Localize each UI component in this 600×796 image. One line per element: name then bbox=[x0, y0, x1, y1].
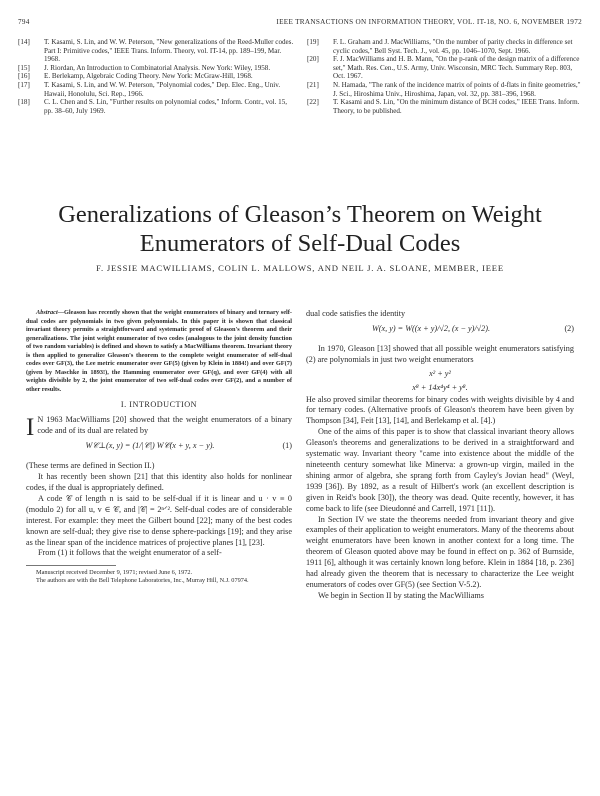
body-paragraph: In 1970, Gleason [13] showed that all possible weight enumerators satisfying (2) are polynomials in just two weight enumerators bbox=[306, 343, 574, 364]
equation-body: W(x, y) = W((x + y)/√2, (x − y)/√2). bbox=[371, 323, 491, 333]
intro-paragraph: I N 1963 MacWilliams [20] showed that the weight enumerators of a binary code and of its dual are related by bbox=[26, 414, 292, 442]
author-line: F. JESSIE MACWILLIAMS, COLIN L. MALLOWS, AND NEIL J. A. SLOANE, MEMBER, IEEE bbox=[96, 263, 504, 273]
abstract-label: Abstract— bbox=[36, 309, 64, 316]
reference-item: [22] T. Kasami and S. Lin, "On the minimum distance of BCH codes," IEEE Trans. Inform. Theory, to be published. bbox=[307, 98, 580, 115]
footnote: Manuscript received December 9, 1971; revised June 6, 1972. bbox=[36, 569, 193, 577]
body-paragraph: In Section IV we state the theorems needed from invariant theory and give examples of their application to weight enumerators. Many of the theorems about weight enumerators have been known in another context for a long time. The theorem of Gleason quoted above may be found in effect on p. 362 of Burnside, 1911 [6], although it was certainly known long before. Klein in 1884 [18, p. 236] had already given the theorem that is necessary to characterize the Lee weight enumerators of codes over GF(5) (see Section V-5.2). bbox=[306, 514, 574, 589]
title-line: Generalizations of Gleason’s Theorem on Weight bbox=[58, 201, 542, 228]
footnote-rule bbox=[26, 565, 116, 566]
references-left-column bbox=[18, 38, 295, 115]
body-paragraph: He also proved similar theorems for binary codes with weights divisible by 4 and for ternary codes. (Alternative proofs of Gleason's theorem have been given by Thompson [34], Feit [13], [14], and Berlekamp et al. [4].) bbox=[306, 394, 574, 426]
section-heading: I. INTRODUCTION bbox=[120, 400, 198, 410]
reference-item: [15] J. Riordan, An Introduction to Combinatorial Analysis. New York: Wiley, 1958. bbox=[18, 63, 271, 72]
drop-cap: I bbox=[26, 414, 35, 442]
abstract bbox=[26, 309, 292, 394]
abstract-text: Gleason has recently shown that the weight enumerators of binary and ternary self-dual codes are polynomials in two given polynomials. In this paper it is shown that classical invariant theory permits a straightforward and systematic proof of Gleason's theorem and their generalizations. The joint weight enumerator of two codes (analogous to the joint density function of two random variables) is defined and shown to satisfy a MacWilliams theorem. Invariant theory is then applied to generalize Gleason's theorem to the complete weight enumerator of self-dual codes over GF(3), the Lee metric enumerator over GF(5) (given by Klein in 1884!) and over GF(7) (given by Maschke in 1893!), the Hamming enumerator over GF(q), and over GF(4) with all weights divisible by 2, the joint enumerator of two self-dual codes over GF(2), and a number of other results. bbox=[26, 309, 292, 393]
references-right-column bbox=[307, 38, 583, 115]
weight-enumerator-2: x⁸ + 14x⁴y⁴ + y⁸. bbox=[412, 382, 468, 392]
journal-running-head: IEEE TRANSACTIONS ON INFORMATION THEORY, VOL. IT-18, NO. 6, NOVEMBER 1972 bbox=[276, 18, 582, 26]
body-paragraph: It has recently been shown [21] that this identity also holds for nonlinear codes, if the dual is appropriately defined. bbox=[26, 472, 292, 492]
paper-title bbox=[20, 200, 580, 258]
reference-item: [18] C. L. Chen and S. Lin, "Further results on polynomial codes," Inform. Contr., vol. 15, pp. 38–60, July 1969. bbox=[18, 98, 288, 115]
reference-item: [17] T. Kasami, S. Lin, and W. W. Peterson, "Polynomial codes," Dep. Elec. Eng., Univ. Hawaii, Honolulu, Sci. Rep., 1966. bbox=[18, 80, 281, 98]
body-paragraph: (These terms are defined in Section II.) bbox=[26, 461, 155, 471]
reference-item: [20] F. J. MacWilliams and H. B. Mann, "On the p-rank of the design matrix of a difference set," Math. Res. Cen., U.S. Army, Univ. Wisconsin, MRC Tech. Summary Rep. 803, Oct. 1967. bbox=[307, 55, 580, 81]
page-number: 794 bbox=[18, 18, 30, 26]
body-paragraph: A code 𝒞 of length n is said to be self-dual if it is linear and u · v ≡ 0 (modulo 2) for all u, v ∈ 𝒞, and |𝒞| = 2ⁿᐟ². Self-dual codes are of considerable interest. For example: they meet the Gilbert bound [22]; many of the best codes known are self-dual; they give rise to dense sphere-packings [19]; and they arise as the linear span of the incidence matrices of projective planes [1], [23]. bbox=[26, 493, 292, 547]
body-paragraph: We begin in Section II by stating the MacWilliams bbox=[318, 590, 484, 600]
footnote: The authors are with the Bell Telephone Laboratories, Inc., Murray Hill, N.J. 07974. bbox=[36, 577, 249, 585]
page-header bbox=[18, 18, 582, 30]
reference-item: [16] E. Berlekamp, Algebraic Coding Theory. New York: McGraw-Hill, 1968. bbox=[18, 72, 253, 81]
reference-item: [21] N. Hamada, "The rank of the incidence matrix of points of d-flats in finite geometries," J. Sci., Hiroshima Univ., Hiroshima, Japan, vol. 32, pp. 381–396, 1968. bbox=[307, 80, 581, 98]
equation-body: W𝒞⊥(x, y) = (1/|𝒞|) W𝒞(x + y, x − y). bbox=[85, 441, 215, 451]
body-paragraph: One of the aims of this paper is to show that classical invariant theory allows Gleason's theorems and generalizations to be derived in a straightforward and systematic way. Invariant theory "came into existence about the middle of the nineteenth century somewhat like Minerva: a grown-up virgin, mailed in the shining armor of algebra, she sprang forth from Cayley's Jovian head" (Weyl, 1939 [36]). By 1892, as a result of Hilbert's work (an excellent description is given in Reid's book [30]), the theory was dead. Quite recently, however, it has come back to life (see Dieudonné and Carrell, 1971 [11]). bbox=[306, 427, 574, 513]
equation-2 bbox=[306, 320, 574, 344]
title-line: Enumerators of Self-Dual Codes bbox=[139, 230, 461, 257]
reference-item: [19] F. L. Graham and J. MacWilliams, "On the number of parity checks in difference set cyclic codes," Bell Syst. Tech. J., vol. 45, pp. 1046–1070, Sept. 1966. bbox=[307, 38, 573, 55]
left-body-column bbox=[26, 309, 292, 585]
equation-number: (2) bbox=[564, 323, 574, 333]
reference-item: [14] T. Kasami, S. Lin, and W. W. Peterson, "New generalizations of the Reed-Muller codes. Part I: Primitive codes," IEEE Trans. Inform. Theory, vol. IT-14, pp. 189–199, Mar. 1968. bbox=[18, 38, 294, 64]
right-body-column bbox=[306, 309, 574, 602]
weight-enumerator-1: x² + y² bbox=[429, 368, 451, 378]
body-paragraph: From (1) it follows that the weight enumerator of a self- bbox=[38, 548, 222, 558]
body-paragraph: dual code satisfies the identity bbox=[306, 309, 406, 318]
equation-number: (1) bbox=[282, 441, 292, 451]
equation-1 bbox=[26, 437, 292, 461]
